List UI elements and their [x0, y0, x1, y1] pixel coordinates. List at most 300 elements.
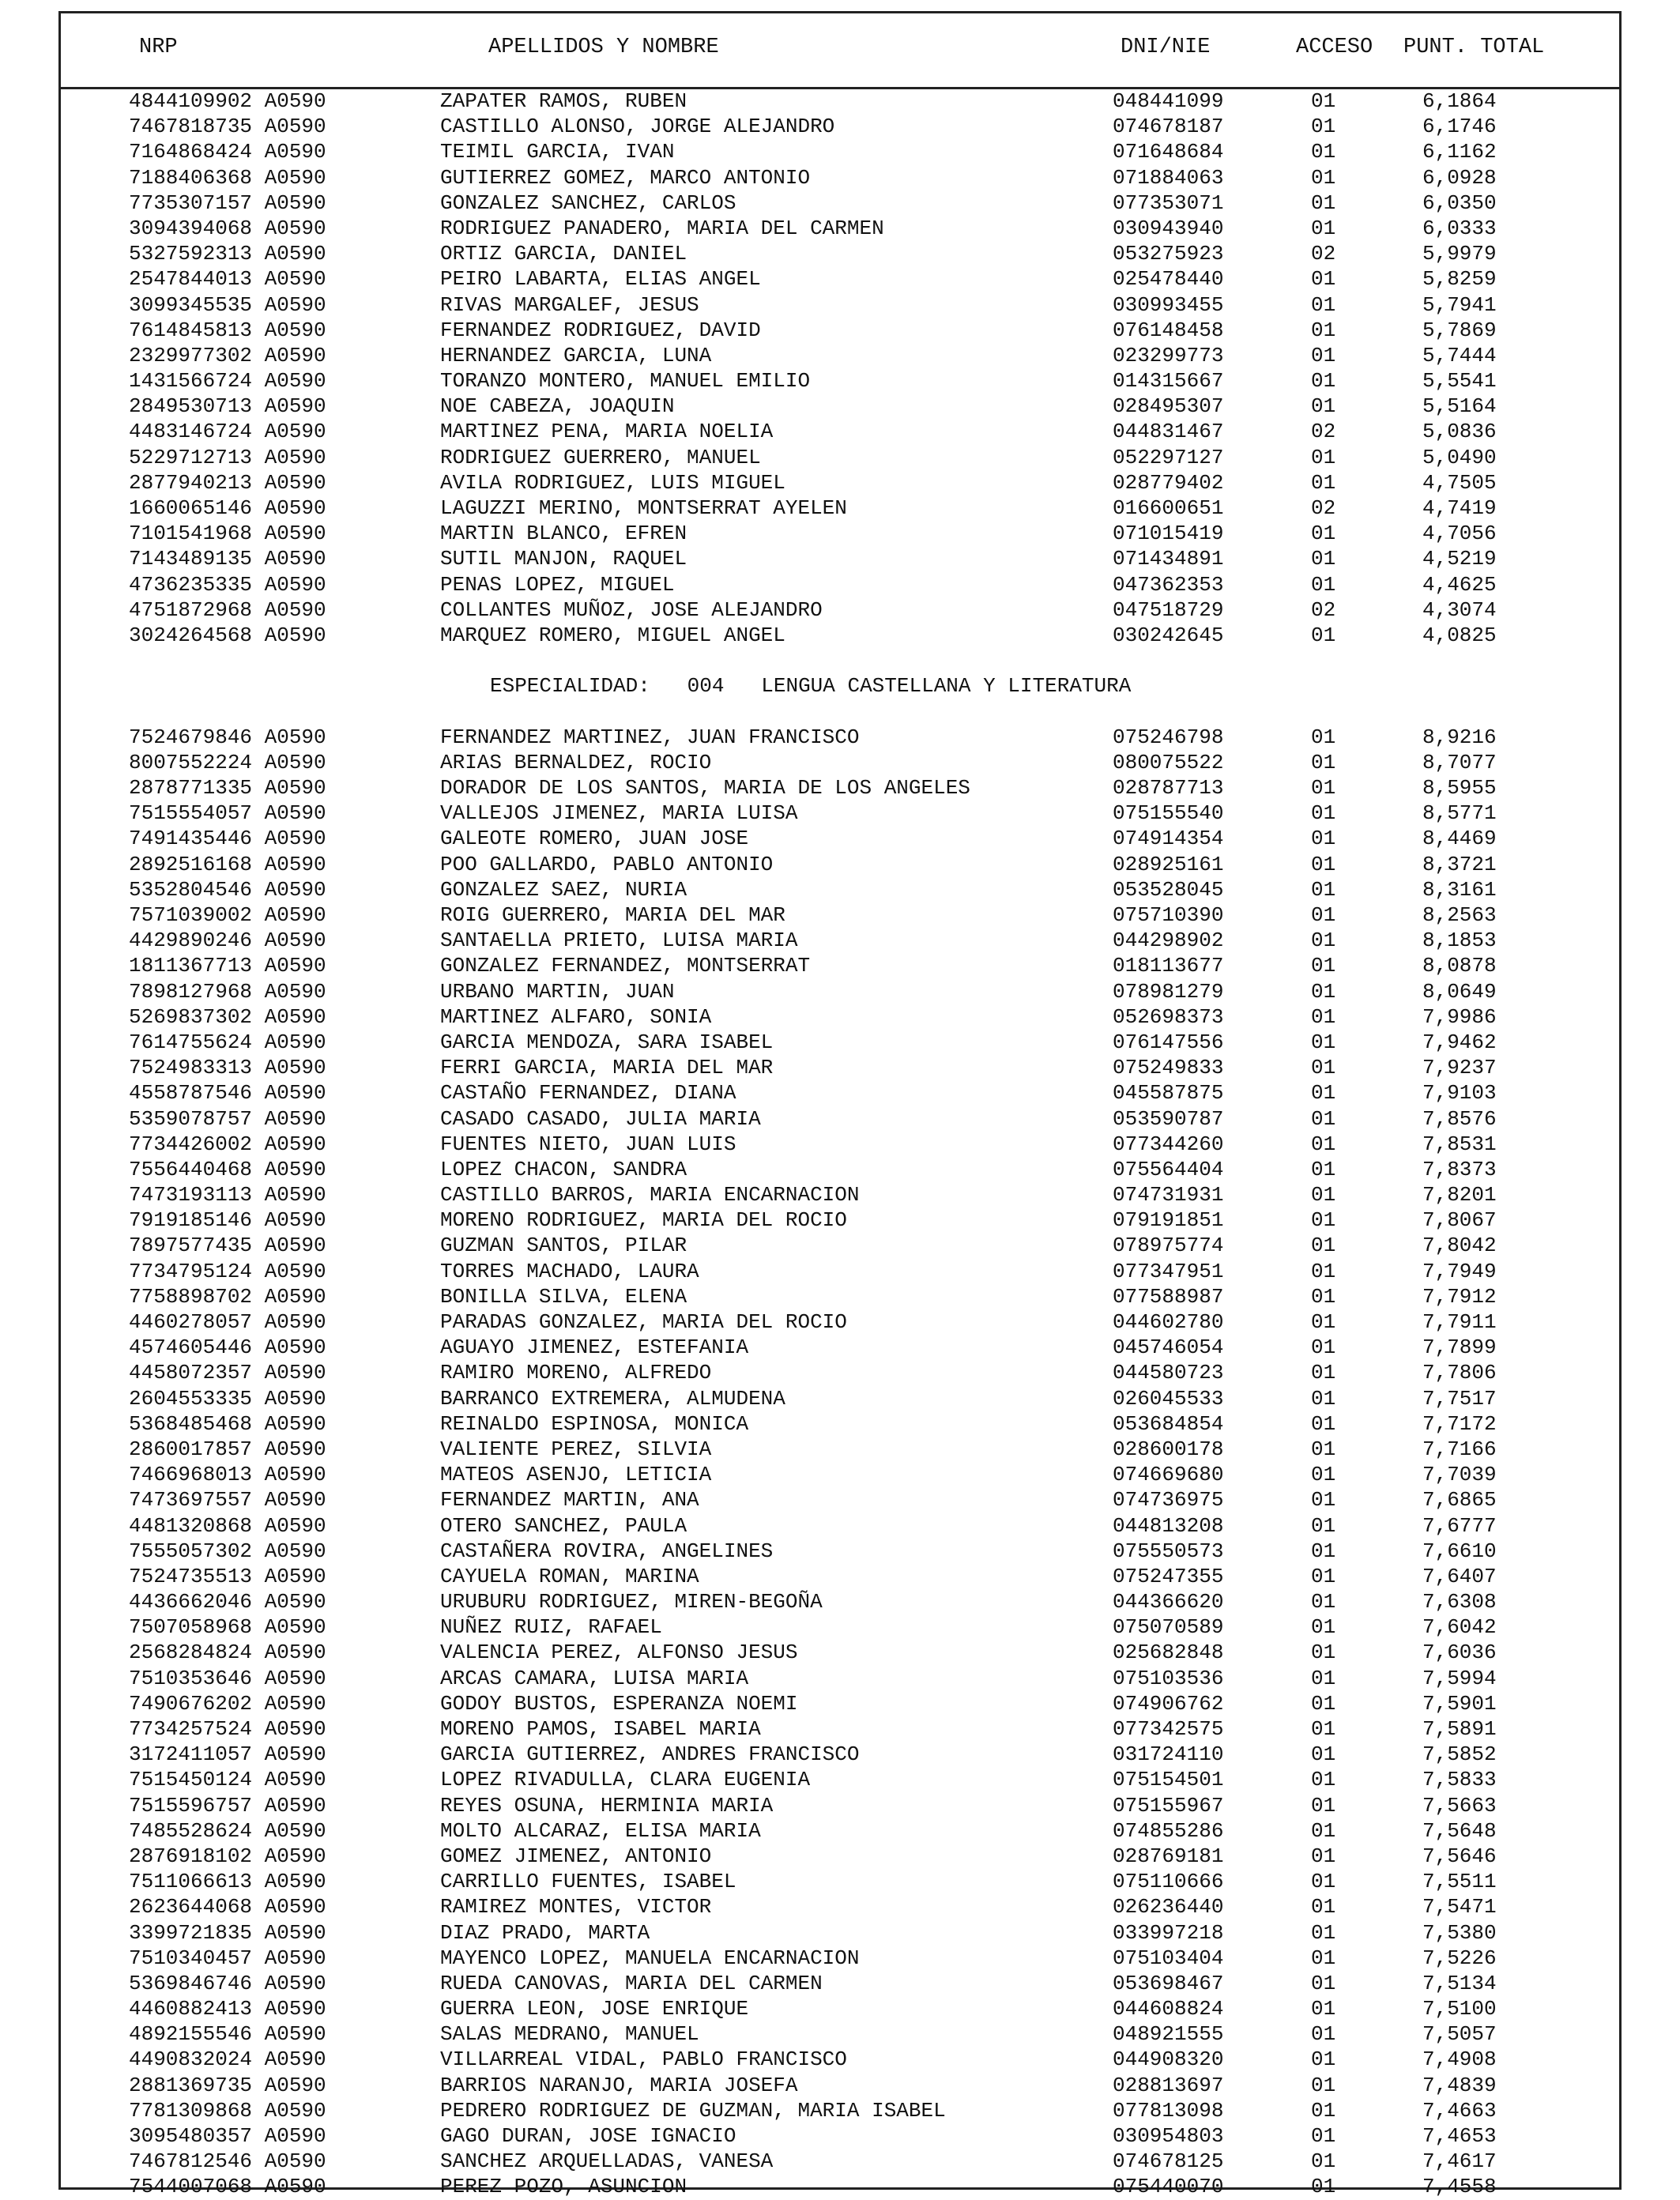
nrp-cell: 7515554057 A0590	[129, 801, 326, 826]
puntuacion-cell: 4,3074	[1422, 597, 1497, 622]
dni-cell: 075249833	[1113, 1056, 1224, 1080]
puntuacion-cell: 6,1162	[1422, 140, 1497, 164]
name-cell: RODRIGUEZ GUERRERO, MANUEL	[440, 445, 761, 469]
acceso-cell: 01	[1311, 115, 1336, 139]
puntuacion-cell: 7,5852	[1422, 1742, 1497, 1767]
nrp-cell: 7510353646 A0590	[129, 1666, 326, 1690]
acceso-cell: 01	[1311, 1386, 1336, 1411]
name-cell: CARRILLO FUENTES, ISABEL	[440, 1870, 736, 1894]
header-nrp: NRP	[139, 36, 178, 59]
table-row	[0, 1030, 1680, 1055]
puntuacion-cell: 8,5955	[1422, 776, 1497, 801]
nrp-cell: 7491435446 A0590	[129, 827, 326, 851]
table-row	[0, 470, 1680, 495]
table-row	[0, 1793, 1680, 1818]
nrp-cell: 4558787546 A0590	[129, 1081, 326, 1106]
nrp-cell: 2860017857 A0590	[129, 1437, 326, 1461]
table-row	[0, 1920, 1680, 1946]
table-row	[0, 852, 1680, 877]
acceso-cell: 01	[1311, 1844, 1336, 1868]
nrp-cell: 4892155546 A0590	[129, 2022, 326, 2047]
puntuacion-cell: 7,5057	[1422, 2022, 1497, 2047]
puntuacion-cell: 5,0836	[1422, 420, 1497, 444]
name-cell: GOMEZ JIMENEZ, ANTONIO	[440, 1844, 712, 1868]
puntuacion-cell: 7,5134	[1422, 1971, 1497, 1995]
dni-cell: 044831467	[1113, 420, 1224, 444]
puntuacion-cell: 7,6308	[1422, 1590, 1497, 1614]
puntuacion-cell: 7,5663	[1422, 1793, 1497, 1818]
table-row	[0, 953, 1680, 978]
table-row	[0, 266, 1680, 292]
nrp-cell: 4844109902 A0590	[129, 89, 326, 113]
name-cell: ZAPATER RAMOS, RUBEN	[440, 89, 687, 113]
name-cell: FERRI GARCIA, MARIA DEL MAR	[440, 1056, 774, 1080]
name-cell: PENAS LOPEZ, MIGUEL	[440, 572, 675, 597]
acceso-cell: 01	[1311, 2073, 1336, 2097]
puntuacion-cell: 5,0490	[1422, 445, 1497, 469]
dni-cell: 077347951	[1113, 1259, 1224, 1283]
table-row	[0, 1742, 1680, 1767]
dni-cell: 033997218	[1113, 1920, 1224, 1945]
table-row	[0, 1767, 1680, 1792]
acceso-cell: 01	[1311, 929, 1336, 953]
puntuacion-cell: 8,3161	[1422, 877, 1497, 902]
table-row	[0, 343, 1680, 368]
spacer	[0, 699, 1680, 725]
acceso-cell: 01	[1311, 1081, 1336, 1106]
dni-cell: 044366620	[1113, 1590, 1224, 1614]
puntuacion-cell: 7,5471	[1422, 1895, 1497, 1919]
puntuacion-cell: 7,4558	[1422, 2175, 1497, 2199]
puntuacion-cell: 6,0350	[1422, 190, 1497, 215]
name-cell: MARTINEZ ALFARO, SONIA	[440, 1004, 712, 1029]
puntuacion-cell: 7,6610	[1422, 1539, 1497, 1563]
acceso-cell: 01	[1311, 1132, 1336, 1156]
acceso-cell: 02	[1311, 496, 1336, 520]
puntuacion-cell: 4,4625	[1422, 572, 1497, 597]
table-row	[0, 89, 1680, 114]
table-row	[0, 1614, 1680, 1640]
name-cell: PARADAS GONZALEZ, MARIA DEL ROCIO	[440, 1310, 847, 1334]
name-cell: CASTAÑERA ROVIRA, ANGELINES	[440, 1539, 774, 1563]
puntuacion-cell: 7,6407	[1422, 1564, 1497, 1588]
header-puntuacion: PUNT. TOTAL	[1403, 36, 1545, 59]
table-row	[0, 1259, 1680, 1284]
table-row	[0, 801, 1680, 826]
nrp-cell: 3172411057 A0590	[129, 1742, 326, 1767]
acceso-cell: 01	[1311, 1768, 1336, 1792]
puntuacion-cell: 8,0649	[1422, 979, 1497, 1004]
nrp-cell: 5368485468 A0590	[129, 1411, 326, 1436]
nrp-cell: 4436662046 A0590	[129, 1590, 326, 1614]
dni-cell: 028787713	[1113, 776, 1224, 801]
table-row	[0, 725, 1680, 750]
puntuacion-cell: 7,7166	[1422, 1437, 1497, 1461]
table-row	[0, 1182, 1680, 1207]
dni-cell: 028925161	[1113, 852, 1224, 876]
nrp-cell: 2329977302 A0590	[129, 343, 326, 367]
nrp-cell: 2878771335 A0590	[129, 776, 326, 801]
dni-cell: 031724110	[1113, 1742, 1224, 1767]
puntuacion-cell: 7,7172	[1422, 1411, 1497, 1436]
acceso-cell: 01	[1311, 1691, 1336, 1716]
puntuacion-cell: 5,7444	[1422, 343, 1497, 367]
acceso-cell: 01	[1311, 1971, 1336, 1995]
table-row	[0, 445, 1680, 470]
puntuacion-cell: 7,5994	[1422, 1666, 1497, 1690]
puntuacion-cell: 4,0825	[1422, 623, 1497, 647]
section-title: ESPECIALIDAD: 004 LENGUA CASTELLANA Y LITERATURA	[490, 674, 1132, 699]
dni-cell: 075710390	[1113, 903, 1224, 927]
name-cell: RAMIREZ MONTES, VICTOR	[440, 1895, 712, 1919]
puntuacion-cell: 7,6865	[1422, 1488, 1497, 1512]
dni-cell: 030993455	[1113, 292, 1224, 317]
acceso-cell: 01	[1311, 190, 1336, 215]
puntuacion-cell: 7,8373	[1422, 1157, 1497, 1181]
name-cell: MARTIN BLANCO, EFREN	[440, 522, 687, 546]
puntuacion-cell: 5,5541	[1422, 369, 1497, 394]
table-row	[0, 979, 1680, 1004]
acceso-cell: 01	[1311, 1793, 1336, 1818]
table-row	[0, 1818, 1680, 1844]
acceso-cell: 02	[1311, 420, 1336, 444]
nrp-cell: 7898127968 A0590	[129, 979, 326, 1004]
dni-cell: 030943940	[1113, 216, 1224, 240]
nrp-cell: 7781309868 A0590	[129, 2098, 326, 2123]
name-cell: COLLANTES MUÑOZ, JOSE ALEJANDRO	[440, 597, 823, 622]
nrp-cell: 4429890246 A0590	[129, 929, 326, 953]
nrp-cell: 2568284824 A0590	[129, 1641, 326, 1665]
acceso-cell: 01	[1311, 445, 1336, 469]
acceso-cell: 01	[1311, 1590, 1336, 1614]
puntuacion-cell: 7,7899	[1422, 1335, 1497, 1360]
name-cell: GUZMAN SANTOS, PILAR	[440, 1234, 687, 1258]
name-cell: LOPEZ CHACON, SANDRA	[440, 1157, 687, 1181]
dni-cell: 028495307	[1113, 394, 1224, 419]
name-cell: MORENO RODRIGUEZ, MARIA DEL ROCIO	[440, 1208, 847, 1233]
dni-cell: 074678187	[1113, 115, 1224, 139]
dni-cell: 074855286	[1113, 1818, 1224, 1843]
table-row	[0, 1411, 1680, 1437]
acceso-cell: 01	[1311, 292, 1336, 317]
nrp-cell: 7524679846 A0590	[129, 725, 326, 749]
dni-cell: 077588987	[1113, 1284, 1224, 1309]
name-cell: BARRIOS NARANJO, MARIA JOSEFA	[440, 2073, 798, 2097]
name-cell: PEDRERO RODRIGUEZ DE GUZMAN, MARIA ISABEL	[440, 2098, 946, 2123]
acceso-cell: 01	[1311, 1666, 1336, 1690]
puntuacion-cell: 5,7869	[1422, 318, 1497, 342]
acceso-cell: 01	[1311, 1641, 1336, 1665]
dni-cell: 045587875	[1113, 1081, 1224, 1106]
acceso-cell: 01	[1311, 522, 1336, 546]
nrp-cell: 7143489135 A0590	[129, 547, 326, 571]
acceso-cell: 01	[1311, 725, 1336, 749]
puntuacion-cell: 7,7517	[1422, 1386, 1497, 1411]
table-row	[0, 394, 1680, 419]
puntuacion-cell: 7,5901	[1422, 1691, 1497, 1716]
name-cell: POO GALLARDO, PABLO ANTONIO	[440, 852, 774, 876]
nrp-cell: 2876918102 A0590	[129, 1844, 326, 1868]
name-cell: GUTIERREZ GOMEZ, MARCO ANTONIO	[440, 165, 811, 190]
puntuacion-cell: 7,7911	[1422, 1310, 1497, 1334]
dni-cell: 016600651	[1113, 496, 1224, 520]
puntuacion-cell: 7,5646	[1422, 1844, 1497, 1868]
dni-cell: 075247355	[1113, 1564, 1224, 1588]
acceso-cell: 01	[1311, 140, 1336, 164]
name-cell: AVILA RODRIGUEZ, LUIS MIGUEL	[440, 470, 785, 495]
acceso-cell: 01	[1311, 1488, 1336, 1512]
acceso-cell: 01	[1311, 1157, 1336, 1181]
puntuacion-cell: 7,9103	[1422, 1081, 1497, 1106]
puntuacion-cell: 7,5380	[1422, 1920, 1497, 1945]
dni-cell: 044580723	[1113, 1361, 1224, 1385]
name-cell: TORANZO MONTERO, MANUEL EMILIO	[440, 369, 811, 394]
puntuacion-cell: 7,5833	[1422, 1768, 1497, 1792]
puntuacion-cell: 7,7912	[1422, 1284, 1497, 1309]
nrp-cell: 1811367713 A0590	[129, 954, 326, 978]
table-row	[0, 1386, 1680, 1411]
table-row	[0, 1080, 1680, 1106]
dni-cell: 014315667	[1113, 369, 1224, 394]
name-cell: GAGO DURAN, JOSE IGNACIO	[440, 2124, 736, 2148]
nrp-cell: 2849530713 A0590	[129, 394, 326, 419]
name-cell: CASTILLO BARROS, MARIA ENCARNACION	[440, 1183, 860, 1207]
table-row	[0, 318, 1680, 343]
name-cell: MORENO PAMOS, ISABEL MARIA	[440, 1717, 761, 1741]
puntuacion-cell: 7,7806	[1422, 1361, 1497, 1385]
nrp-cell: 3024264568 A0590	[129, 623, 326, 647]
name-cell: REINALDO ESPINOSA, MONICA	[440, 1411, 749, 1436]
table-row	[0, 1437, 1680, 1462]
puntuacion-cell: 4,7419	[1422, 496, 1497, 520]
nrp-cell: 5359078757 A0590	[129, 1106, 326, 1131]
puntuacion-cell: 7,7949	[1422, 1259, 1497, 1283]
dni-cell: 048441099	[1113, 89, 1224, 113]
dni-cell: 075103404	[1113, 1946, 1224, 1970]
nrp-cell: 4460278057 A0590	[129, 1310, 326, 1334]
name-cell: GARCIA MENDOZA, SARA ISABEL	[440, 1030, 774, 1054]
table-row	[0, 1106, 1680, 1132]
nrp-cell: 7544007068 A0590	[129, 2175, 326, 2199]
dni-cell: 076148458	[1113, 318, 1224, 342]
dni-cell: 028813697	[1113, 2073, 1224, 2097]
name-cell: CASTAÑO FERNANDEZ, DIANA	[440, 1081, 736, 1106]
table-row	[0, 241, 1680, 266]
dni-cell: 075550573	[1113, 1539, 1224, 1563]
puntuacion-cell: 7,8042	[1422, 1234, 1497, 1258]
table-row	[0, 190, 1680, 216]
nrp-cell: 4458072357 A0590	[129, 1361, 326, 1385]
name-cell: CAYUELA ROMAN, MARINA	[440, 1564, 699, 1588]
name-cell: SANTAELLA PRIETO, LUISA MARIA	[440, 929, 798, 953]
nrp-cell: 4483146724 A0590	[129, 420, 326, 444]
puntuacion-cell: 7,4839	[1422, 2073, 1497, 2097]
table-row	[0, 368, 1680, 394]
nrp-cell: 7524735513 A0590	[129, 1564, 326, 1588]
nrp-cell: 5229712713 A0590	[129, 445, 326, 469]
table-row	[0, 1284, 1680, 1309]
puntuacion-cell: 7,6036	[1422, 1641, 1497, 1665]
table-row	[0, 216, 1680, 241]
dni-cell: 075070589	[1113, 1615, 1224, 1640]
dni-cell: 071648684	[1113, 140, 1224, 164]
nrp-cell: 2892516168 A0590	[129, 852, 326, 876]
name-cell: GARCIA GUTIERREZ, ANDRES FRANCISCO	[440, 1742, 860, 1767]
dni-cell: 052297127	[1113, 445, 1224, 469]
nrp-cell: 3399721835 A0590	[129, 1920, 326, 1945]
puntuacion-cell: 8,3721	[1422, 852, 1497, 876]
acceso-cell: 01	[1311, 827, 1336, 851]
name-cell: MATEOS ASENJO, LETICIA	[440, 1463, 712, 1487]
header-dni: DNI/NIE	[1121, 36, 1211, 59]
nrp-cell: 7466968013 A0590	[129, 1463, 326, 1487]
dni-cell: 047518729	[1113, 597, 1224, 622]
acceso-cell: 01	[1311, 1946, 1336, 1970]
name-cell: FUENTES NIETO, JUAN LUIS	[440, 1132, 736, 1156]
table-row	[0, 1309, 1680, 1335]
nrp-cell: 7614845813 A0590	[129, 318, 326, 342]
table-row	[0, 1996, 1680, 2021]
name-cell: TEIMIL GARCIA, IVAN	[440, 140, 675, 164]
puntuacion-cell: 7,8201	[1422, 1183, 1497, 1207]
table-row	[0, 928, 1680, 953]
puntuacion-cell: 6,0928	[1422, 165, 1497, 190]
table-row	[0, 1589, 1680, 1614]
dni-cell: 074914354	[1113, 827, 1224, 851]
name-cell: RIVAS MARGALEF, JESUS	[440, 292, 699, 317]
nrp-cell: 7511066613 A0590	[129, 1870, 326, 1894]
nrp-cell: 2881369735 A0590	[129, 2073, 326, 2097]
acceso-cell: 01	[1311, 1742, 1336, 1767]
dni-cell: 025682848	[1113, 1641, 1224, 1665]
acceso-cell: 01	[1311, 1997, 1336, 2021]
dni-cell: 071015419	[1113, 522, 1224, 546]
table-row	[0, 750, 1680, 775]
dni-cell: 028779402	[1113, 470, 1224, 495]
table-row	[0, 165, 1680, 190]
name-cell: DIAZ PRADO, MARTA	[440, 1920, 650, 1945]
name-cell: TORRES MACHADO, LAURA	[440, 1259, 699, 1283]
name-cell: SALAS MEDRANO, MANUEL	[440, 2022, 699, 2047]
puntuacion-cell: 7,8067	[1422, 1208, 1497, 1233]
table-row	[0, 775, 1680, 801]
puntuacion-cell: 7,8531	[1422, 1132, 1497, 1156]
dni-cell: 075246798	[1113, 725, 1224, 749]
acceso-cell: 01	[1311, 1183, 1336, 1207]
acceso-cell: 01	[1311, 1361, 1336, 1385]
name-cell: VALLEJOS JIMENEZ, MARIA LUISA	[440, 801, 798, 826]
acceso-cell: 01	[1311, 1259, 1336, 1283]
acceso-cell: 01	[1311, 572, 1336, 597]
name-cell: FERNANDEZ RODRIGUEZ, DAVID	[440, 318, 761, 342]
dni-cell: 018113677	[1113, 954, 1224, 978]
table-row	[0, 1971, 1680, 1996]
acceso-cell: 01	[1311, 1056, 1336, 1080]
puntuacion-cell: 6,1864	[1422, 89, 1497, 113]
section-heading	[0, 673, 1680, 699]
acceso-cell: 01	[1311, 877, 1336, 902]
puntuacion-cell: 7,6777	[1422, 1513, 1497, 1538]
name-cell: SANCHEZ ARQUELLADAS, VANESA	[440, 2149, 774, 2174]
acceso-cell: 01	[1311, 1920, 1336, 1945]
table-row	[0, 546, 1680, 571]
dni-cell: 026236440	[1113, 1895, 1224, 1919]
table-row	[0, 1233, 1680, 1258]
acceso-cell: 01	[1311, 979, 1336, 1004]
acceso-cell: 01	[1311, 547, 1336, 571]
acceso-cell: 01	[1311, 394, 1336, 419]
nrp-cell: 7101541968 A0590	[129, 522, 326, 546]
spacer	[0, 648, 1680, 673]
acceso-cell: 01	[1311, 2098, 1336, 2123]
nrp-cell: 7758898702 A0590	[129, 1284, 326, 1309]
nrp-cell: 2604553335 A0590	[129, 1386, 326, 1411]
puntuacion-cell: 8,5771	[1422, 801, 1497, 826]
name-cell: LOPEZ RIVADULLA, CLARA EUGENIA	[440, 1768, 811, 1792]
name-cell: MARQUEZ ROMERO, MIGUEL ANGEL	[440, 623, 785, 647]
nrp-cell: 8007552224 A0590	[129, 750, 326, 774]
dni-cell: 075154501	[1113, 1768, 1224, 1792]
name-cell: RODRIGUEZ PANADERO, MARIA DEL CARMEN	[440, 216, 884, 240]
table-row	[0, 1513, 1680, 1539]
name-cell: GONZALEZ SAEZ, NURIA	[440, 877, 687, 902]
nrp-cell: 4460882413 A0590	[129, 1997, 326, 2021]
dni-cell: 044608824	[1113, 1997, 1224, 2021]
acceso-cell: 01	[1311, 1004, 1336, 1029]
table-row	[0, 1157, 1680, 1182]
name-cell: PEIRO LABARTA, ELIAS ANGEL	[440, 267, 761, 292]
dni-cell: 045746054	[1113, 1335, 1224, 1360]
name-cell: REYES OSUNA, HERMINIA MARIA	[440, 1793, 774, 1818]
nrp-cell: 1660065146 A0590	[129, 496, 326, 520]
dni-cell: 053528045	[1113, 877, 1224, 902]
table-row	[0, 419, 1680, 444]
name-cell: HERNANDEZ GARCIA, LUNA	[440, 343, 712, 367]
puntuacion-cell: 7,7039	[1422, 1463, 1497, 1487]
nrp-cell: 7734426002 A0590	[129, 1132, 326, 1156]
acceso-cell: 01	[1311, 216, 1336, 240]
table-row	[0, 1360, 1680, 1385]
table-row	[0, 623, 1680, 648]
table-row	[0, 1666, 1680, 1691]
dni-cell: 048921555	[1113, 2022, 1224, 2047]
table-row	[0, 1132, 1680, 1157]
table-row	[0, 1539, 1680, 1564]
dni-cell: 077813098	[1113, 2098, 1224, 2123]
name-cell: SUTIL MANJON, RAQUEL	[440, 547, 687, 571]
acceso-cell: 01	[1311, 852, 1336, 876]
acceso-cell: 01	[1311, 89, 1336, 113]
name-cell: VILLARREAL VIDAL, PABLO FRANCISCO	[440, 2047, 847, 2072]
nrp-cell: 4751872968 A0590	[129, 597, 326, 622]
results-list	[0, 89, 1680, 2200]
dni-cell: 075110666	[1113, 1870, 1224, 1894]
nrp-cell: 7467818735 A0590	[129, 115, 326, 139]
table-row	[0, 1462, 1680, 1487]
name-cell: URBANO MARTIN, JUAN	[440, 979, 675, 1004]
acceso-cell: 01	[1311, 267, 1336, 292]
dni-cell: 078981279	[1113, 979, 1224, 1004]
acceso-cell: 02	[1311, 242, 1336, 266]
puntuacion-cell: 7,8576	[1422, 1106, 1497, 1131]
dni-cell: 078975774	[1113, 1234, 1224, 1258]
puntuacion-cell: 7,6042	[1422, 1615, 1497, 1640]
table-row	[0, 1004, 1680, 1030]
nrp-cell: 7734257524 A0590	[129, 1717, 326, 1741]
name-cell: ORTIZ GARCIA, DANIEL	[440, 242, 687, 266]
acceso-cell: 01	[1311, 1870, 1336, 1894]
dni-cell: 071884063	[1113, 165, 1224, 190]
